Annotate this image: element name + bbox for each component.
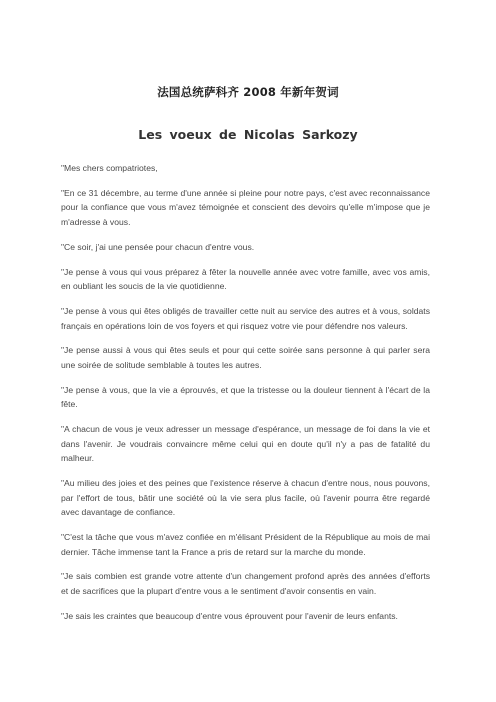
paragraph: "C'est la tâche que vous m'avez confiée en m'élisant Président de la République au mois de mai dernier. Tâche immense tant la France a pris de retard sur la marche du monde.: [61, 531, 430, 557]
paragraph: "Ce soir, j'ai une pensée pour chacun d'entre vous.: [61, 241, 255, 252]
speech-body: [61, 161, 430, 634]
chinese-title: 法国总统萨科齐 2008 年新年贺词: [157, 85, 339, 99]
paragraph: "Je pense à vous qui êtes obligés de travailler cette nuit au service des autres et à vous, soldats français en opérations loin de vos foyers et qui risquez votre vie pour défendre nos valeurs.: [61, 305, 430, 331]
paragraph: "Je pense à vous qui vous préparez à fêter la nouvelle année avec votre famille, avec vos amis, en oubliant les soucis de la vie quotidienne.: [61, 266, 430, 292]
paragraph: "Je sais combien est grande votre attente d'un changement profond après des années d'efforts et de sacrifices que la plupart d'entre vous a le sentiment d'avoir consentis en vain.: [61, 571, 430, 596]
paragraph: "Je pense à vous, que la vie a éprouvés, et que la tristesse ou la douleur tiennent à l'écart de la fête.: [61, 384, 430, 410]
french-title: Les voeux de Nicolas Sarkozy: [138, 127, 358, 142]
paragraph: "Je sais les craintes que beaucoup d'entre vous éprouvent pour l'avenir de leurs enfants.: [61, 610, 398, 621]
paragraph: "Au milieu des joies et des peines que l'existence réserve à chacun d'entre nous, nous pouvons, par l'effort de tous, bâtir une société où la vie sera plus facile, où l'avenir pourra être regardé avec davantage de confiance.: [61, 478, 430, 518]
paragraph: "En ce 31 décembre, au terme d'une année si pleine pour notre pays, c'est avec reconnaissance pour la confiance que vous m'avez témoignée et conscient des devoirs qu'elle m'impose que je m'adresse à vous.: [61, 187, 430, 227]
paragraph: "A chacun de vous je veux adresser un message d'espérance, un message de foi dans la vie et dans l'avenir. Je voudrais convaincre même celui qui en doute qu'il n'y a pas de fatalité du malheur.: [61, 424, 430, 464]
paragraph: "Je pense aussi à vous qui êtes seuls et pour qui cette soirée sans personne à qui parler sera une soirée de solitude semblable à toutes les autres.: [61, 345, 430, 370]
paragraph: "Mes chers compatriotes,: [61, 163, 158, 173]
